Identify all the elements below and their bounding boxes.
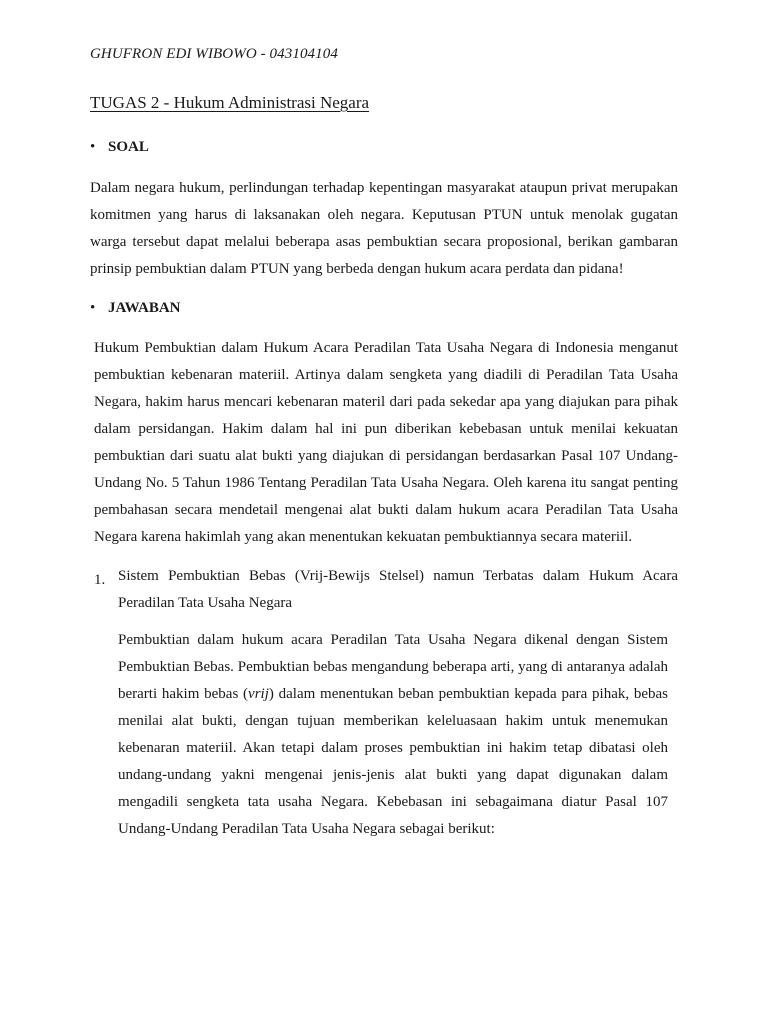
jawaban-heading-label: JAWABAN <box>108 300 181 316</box>
list-item-heading: Sistem Pembuktian Bebas (Vrij-Bewijs Stelsel) namun Terbatas dalam Hukum Acara Peradilan Tata Usaha Negara <box>118 568 678 611</box>
list-item-body <box>118 627 668 843</box>
body-italic-term: vrij <box>248 686 269 702</box>
author-line: GHUFRON EDI WIBOWO - 043104104 <box>90 46 338 62</box>
soal-heading <box>90 139 149 156</box>
soal-heading-label: SOAL <box>108 139 149 155</box>
document-title: TUGAS 2 - Hukum Administrasi Negara <box>90 93 370 112</box>
jawaban-intro-paragraph: Hukum Pembuktian dalam Hukum Acara Peradilan Tata Usaha Negara di Indonesia menganut pembuktian kebenaran materiil. Artinya dalam sengketa yang diadili di Peradilan Tata Usaha Negara, hakim harus mencari kebenaran materil dari pada sekedar apa yang diajukan para pihak dalam persidangan. Hakim dalam hal ini pun diberikan kebebasan untuk menilai kekuatan pembuktian dari suatu alat bukti yang diajukan di persidangan berdasarkan Pasal 107 Undang-Undang No. 5 Tahun 1986 Tentang Peradilan Tata Usaha Negara. Oleh karena itu sangat penting pembahasan secara mendetail mengenai alat bukti dalam hukum acara Peradilan Tata Usaha Negara karena hakimlah yang akan menentukan kekuatan pembuktiannya secara materiil. <box>94 340 678 545</box>
jawaban-heading <box>90 300 181 317</box>
bullet-icon: • <box>90 139 96 155</box>
list-item-number: 1. <box>94 572 106 588</box>
soal-paragraph: Dalam negara hukum, perlindungan terhadap kepentingan masyarakat ataupun privat merupakan komitmen yang harus di laksanakan oleh negara. Keputusan PTUN untuk menolak gugatan warga tersebut dapat melalui beberapa asas pembuktian secara proposional, berikan gambaran prinsip pembuktian dalam PTUN yang berbeda dengan hukum acara perdata dan pidana! <box>90 180 678 277</box>
body-text-part: ) dalam menentukan beban pembuktian kepada para pihak, bebas menilai alat bukti, dengan tujuan memberikan keleluasaan hakim untuk menemukan kebenaran materiil. Akan tetapi dalam proses pembuktian ini hakim tetap dibatasi oleh undang-undang yakni mengenai jenis-jenis alat bukti yang dapat digunakan dalam mengadili sengketa tata usaha Negara. Kebebasan ini sebagaimana diatur Pasal 107 Undang-Undang Peradilan Tata Usaha Negara sebagai berikut: <box>118 686 669 837</box>
body-text-part: Pembuktian dalam hukum acara Peradilan Tata Usaha Negara dikenal dengan Sistem Pembuktian Bebas. Pembuktian bebas mengandung beberapa arti, yang di antaranya adalah berarti hakim bebas ( <box>118 632 668 702</box>
bullet-icon: • <box>90 300 96 316</box>
